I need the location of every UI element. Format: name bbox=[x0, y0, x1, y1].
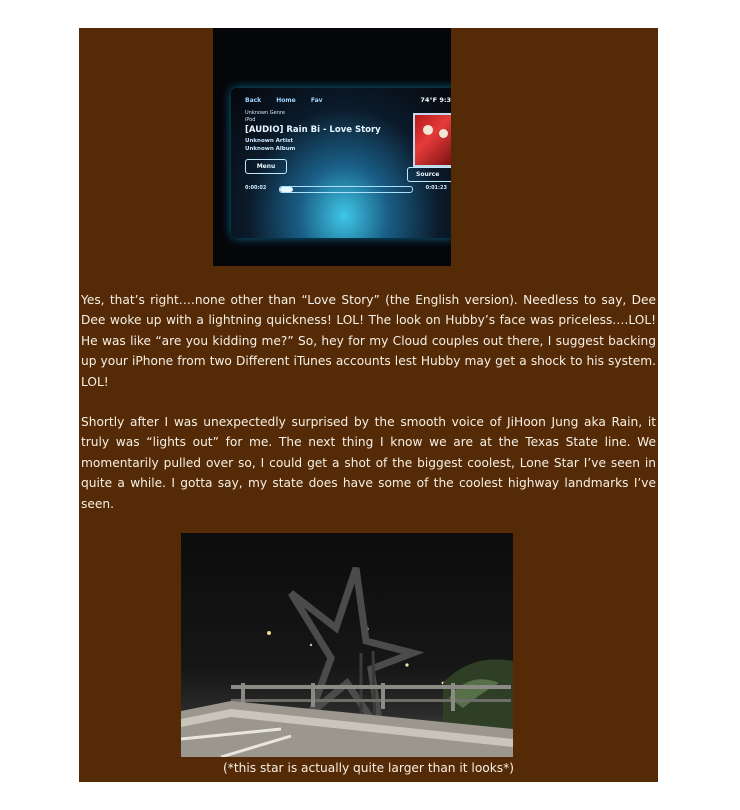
star-sculpture bbox=[291, 568, 413, 733]
menu-button: Menu bbox=[245, 159, 287, 174]
temperature: 74°F bbox=[420, 96, 438, 104]
paragraph-1: Yes, that’s right….none other than “Love Story” (the English version). Needless to say, Dee Dee woke up with a lightning quickness! LOL! The look on Hubby’s face was priceless….LOL! He was like “are you kidding me?” So, hey for my Cloud couples out there, I suggest backing up your iPhone from two Different iTunes accounts lest Hubby may get a shock to his system. LOL! bbox=[81, 293, 656, 389]
article-text bbox=[81, 290, 656, 534]
tab-fav: Fav bbox=[310, 97, 323, 104]
lone-star-photo bbox=[181, 533, 513, 757]
guard-rail bbox=[231, 685, 511, 689]
content-panel bbox=[79, 28, 658, 782]
light-dot bbox=[405, 663, 408, 666]
rail-post bbox=[451, 683, 455, 711]
rail-post bbox=[311, 683, 315, 707]
lone-star-scene bbox=[181, 533, 513, 757]
rail-post bbox=[241, 683, 245, 705]
elapsed-time: 0:00:02 bbox=[245, 185, 267, 191]
photo-caption: (*this star is actually quite larger than it looks*) bbox=[223, 761, 514, 775]
track-title: [AUDIO] Rain Bi - Love Story bbox=[245, 125, 381, 135]
progress-bar bbox=[279, 186, 413, 193]
infotainment-screen bbox=[231, 88, 451, 238]
tab-back: Back bbox=[245, 97, 262, 104]
light-dot bbox=[310, 644, 312, 646]
artist-line: Unknown Artist bbox=[245, 138, 294, 144]
paragraph-2: Shortly after I was unexpectedly surprised by the smooth voice of JiHoon Jung aka Rain, it truly was “lights out” for me. The next thing I know we are at the Texas State line. We momentarily pulled over so, I could get a shot of the biggest coolest, Lone Star I’ve seen in quite a while. I gotta say, my state does have some of the coolest highway landmarks I’ve seen. bbox=[81, 415, 656, 511]
source-line: iPod bbox=[245, 117, 256, 123]
tab-home: Home bbox=[276, 97, 296, 104]
album-cover bbox=[413, 113, 451, 167]
nav-tabs bbox=[245, 97, 336, 104]
car-dashboard-photo bbox=[213, 28, 451, 266]
rail-post bbox=[381, 683, 385, 709]
progress-fill bbox=[280, 187, 293, 192]
album-line: Unknown Album bbox=[245, 146, 296, 152]
guard-rail-lower bbox=[231, 699, 511, 702]
clock: 9:3 bbox=[439, 96, 451, 104]
light-dot bbox=[267, 631, 271, 635]
source-button: Source bbox=[407, 167, 451, 182]
genre-line: Unknown Genre bbox=[245, 110, 285, 116]
temp-clock bbox=[420, 96, 451, 104]
remaining-time: 0:01:23 bbox=[425, 185, 447, 191]
